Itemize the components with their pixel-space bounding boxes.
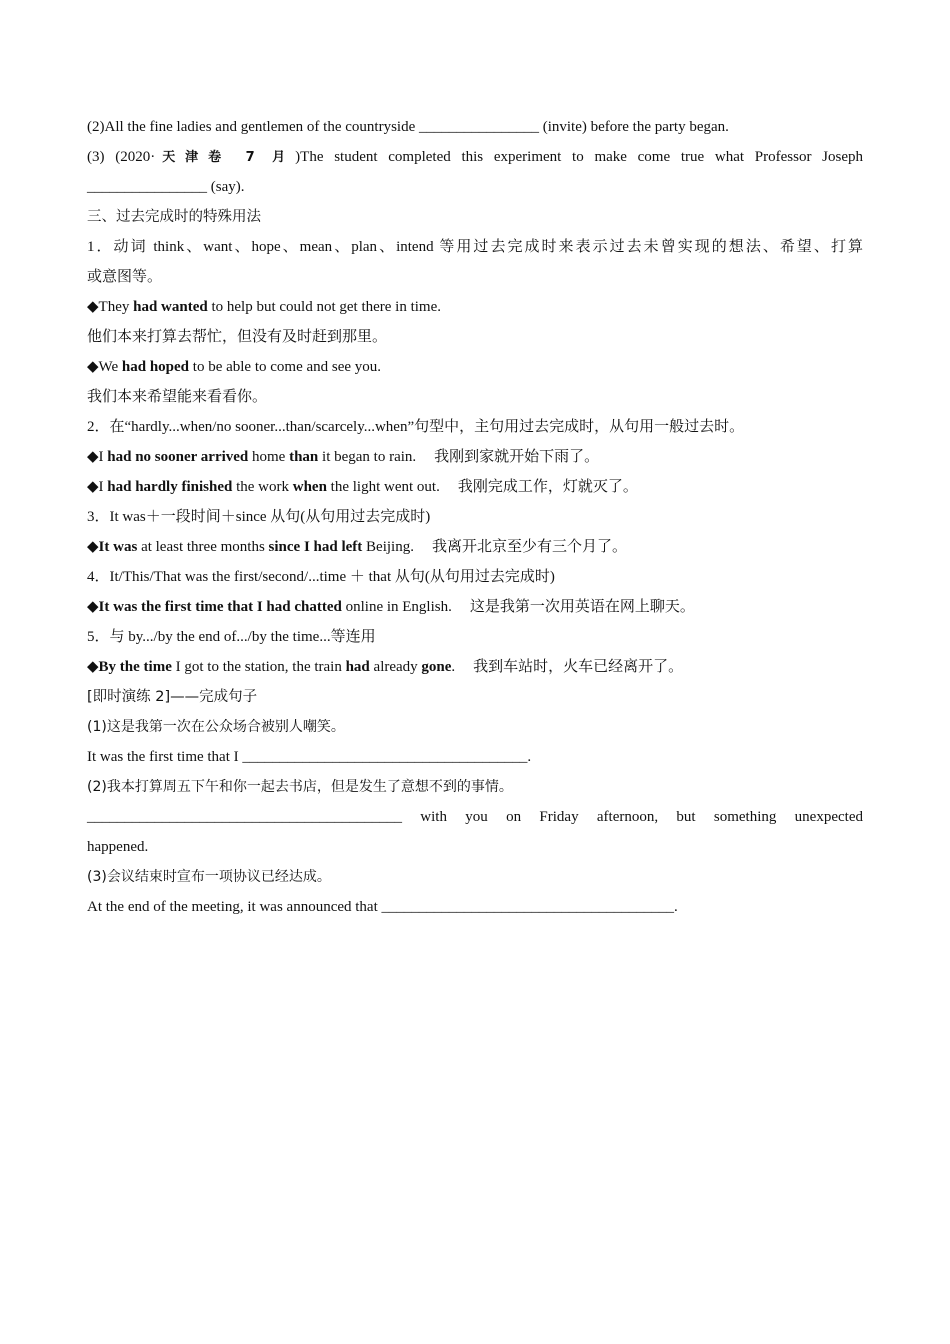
example-3-mid: home — [248, 449, 290, 465]
example-6-translation: 这是我第一次用英语在网上聊天。 — [469, 599, 695, 615]
exercise-item-2 — [87, 112, 863, 142]
example-1-translation: 他们本来打算去帮忙，但没有及时赶到那里。 — [87, 329, 388, 345]
practice-q2-cn: (2)我本打算周五下午和你一起去书店，但是发生了意想不到的事情。 — [87, 779, 513, 795]
example-5-translation: 我离开北京至少有三个月了。 — [431, 539, 627, 555]
example-3-post: it began to rain. — [318, 449, 417, 465]
example-2-pre: ◆We — [87, 359, 122, 375]
practice-q3-en: At the end of the meeting, it was announced that _______________________________________. — [87, 899, 678, 915]
item-3-source: 天津卷 7 月 — [155, 150, 296, 165]
rule-1-line-a — [87, 232, 863, 262]
example-4-bold-1: had hardly finished — [107, 479, 233, 495]
example-4 — [87, 472, 863, 502]
example-7-bold-3: gone — [421, 659, 452, 675]
practice-title: [即时演练 2]——完成句子 — [87, 689, 258, 705]
example-1-post: to help but could not get there in time. — [207, 299, 442, 315]
example-7-post: . — [451, 659, 456, 675]
item-3-continuation: ________________ (say). — [87, 179, 245, 195]
item-3-text: )The student completed this experiment to make come true what Professor Joseph — [295, 149, 864, 165]
rule-1-text: 1．动词 think、want、hope、mean、plan、intend 等用过去完成时来表示过去未曾实现的想法、希望、打算 — [87, 239, 863, 255]
rule-4: 4．It/This/That was the first/second/...time ＋ that 从句(从句用过去完成时) — [87, 569, 555, 585]
example-5-mid: at least three months — [137, 539, 269, 555]
example-3-bold-2: than — [289, 449, 319, 465]
example-2-post: to be able to come and see you. — [189, 359, 382, 375]
example-7-bold-1: By the time — [98, 659, 172, 675]
example-1-pre: ◆They — [87, 299, 134, 315]
exercise-item-3 — [87, 142, 863, 172]
example-4-bold-2: when — [292, 479, 327, 495]
example-2-translation: 我们本来希望能来看看你。 — [87, 389, 268, 405]
practice-q1-en: It was the first time that I ______________________________________. — [87, 749, 532, 765]
rule-5: 5．与 by.../by the end of.../by the time...等连用 — [87, 629, 376, 645]
example-5-bold-1: It was — [98, 539, 138, 555]
rule-2: 2．在“hardly...when/no sooner...than/scarcely...when”句型中，主句用过去完成时，从句用一般过去时。 — [87, 419, 745, 435]
example-4-post: the light went out. — [326, 479, 440, 495]
example-6-post: online in English. — [341, 599, 452, 615]
example-3-translation: 我刚到家就开始下雨了。 — [434, 449, 600, 465]
example-7-mid: I got to the station, the train — [171, 659, 346, 675]
section-title: 三、过去完成时的特殊用法 — [87, 209, 261, 225]
example-7-bold-2: had — [345, 659, 370, 675]
example-6-pre: ◆ — [87, 599, 99, 615]
example-4-pre: ◆I — [87, 479, 108, 495]
example-7-mid-2: already — [369, 659, 422, 675]
example-1-bold: had wanted — [133, 299, 208, 315]
example-6 — [87, 592, 863, 622]
example-7-pre: ◆ — [87, 659, 99, 675]
example-2 — [87, 352, 863, 382]
example-2-bold: had hoped — [121, 359, 190, 375]
example-4-mid: the work — [232, 479, 293, 495]
example-4-translation: 我刚完成工作，灯就灭了。 — [457, 479, 638, 495]
example-1 — [87, 292, 863, 322]
example-3-pre: ◆I — [87, 449, 108, 465]
example-7 — [87, 652, 863, 682]
example-3 — [87, 442, 863, 472]
item-3-prefix: (3) (2020· — [87, 149, 156, 165]
practice-q2-en-a — [87, 802, 863, 832]
example-5-bold-2: since I had left — [268, 539, 363, 555]
rule-1-line-b: 或意图等。 — [87, 269, 163, 285]
exercise-item-2-text: (2)All the fine ladies and gentlemen of the countryside ________________ (invite) before the party began. — [87, 119, 729, 135]
example-7-translation: 我到车站时，火车已经离开了。 — [473, 659, 684, 675]
example-3-bold-1: had no sooner arrived — [107, 449, 249, 465]
example-6-bold: It was the first time that I had chatted — [98, 599, 342, 615]
example-5 — [87, 532, 863, 562]
rule-3: 3．It was＋一段时间＋since 从句(从句用过去完成时) — [87, 509, 431, 525]
document-page — [87, 112, 863, 922]
practice-q2-en-text: __________________________________________ with you on Friday afternoon, but something unexpected — [87, 809, 863, 825]
example-5-post: Beijing. — [362, 539, 414, 555]
example-5-pre: ◆ — [87, 539, 99, 555]
exercise-item-3-cont — [87, 172, 863, 202]
practice-q1-cn: (1)这是我第一次在公众场合被别人嘲笑。 — [87, 719, 345, 735]
practice-q2-en-b: happened. — [87, 839, 149, 855]
practice-q3-cn: (3)会议结束时宣布一项协议已经达成。 — [87, 869, 331, 885]
